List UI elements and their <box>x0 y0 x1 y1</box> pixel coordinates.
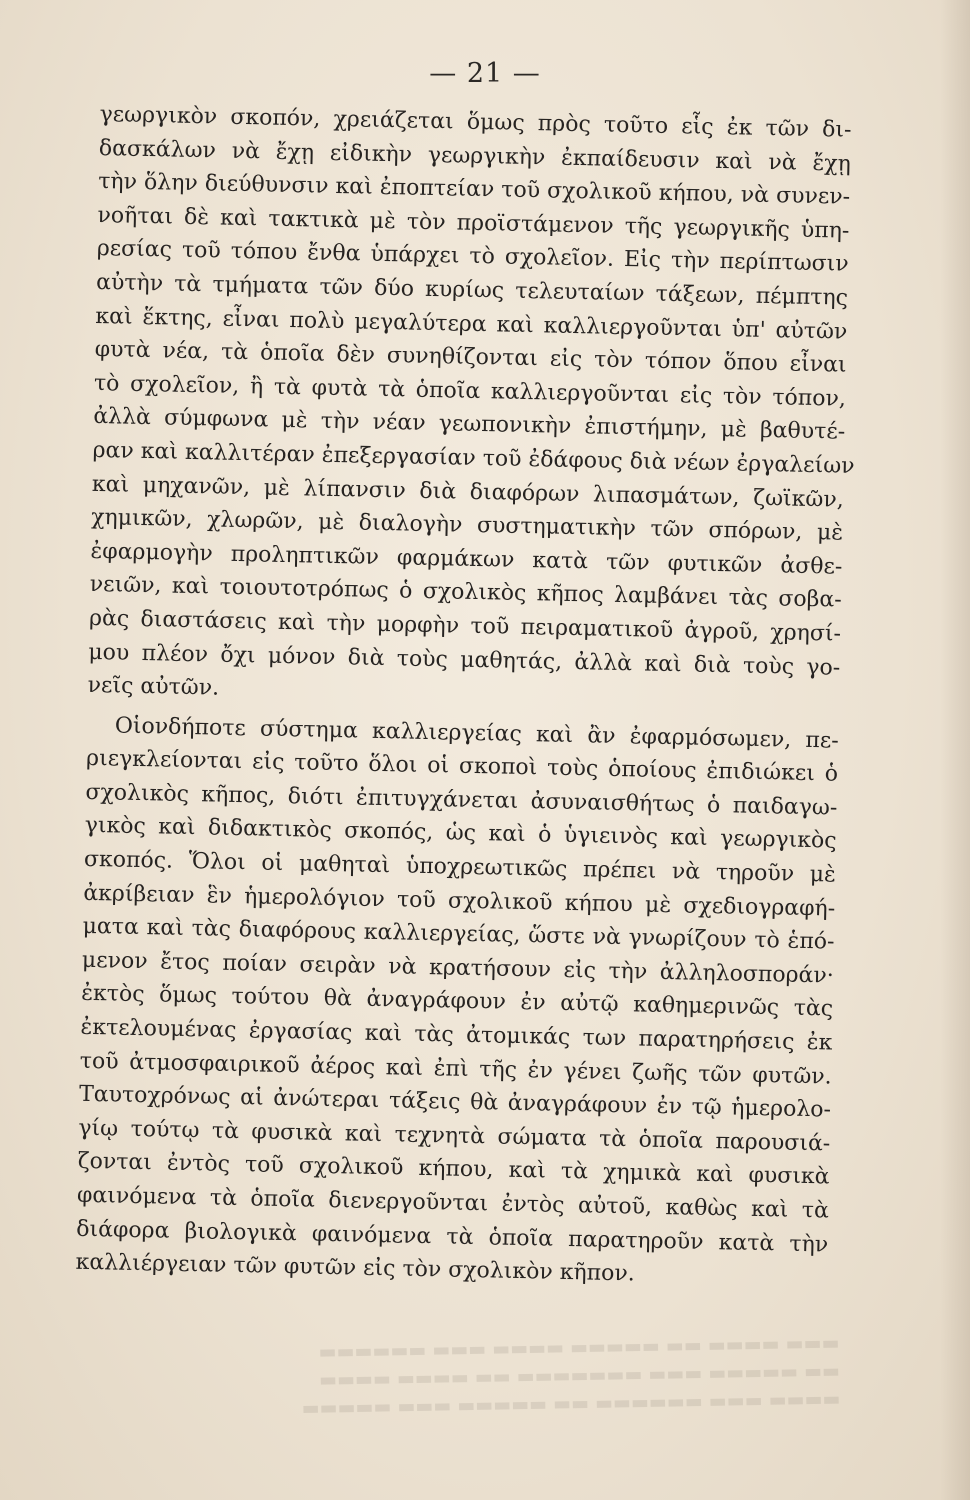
text-line: φυτὰ νέα, τὰ ὁποῖα δὲν συνηθίζονται εἰς τὸν τόπον ὅπου εἶναι <box>94 337 847 378</box>
text-line: γικὸς καὶ διδακτικὸς σκοπός, ὡς καὶ ὁ ὑγιεινὸς καὶ γεωργικὸς <box>84 813 837 855</box>
page-edge-shadow <box>940 0 970 1500</box>
text-line: τὴν ὅλην διεύθυνσιν καὶ ἐποπτείαν τοῦ σχολικοῦ κήπου, νὰ συνεν- <box>97 169 851 210</box>
text-line: γεωργικὸν σκοπόν, χρειάζεται ὅμως πρὸς τοῦτο εἷς ἐκ τῶν δι- <box>99 101 852 143</box>
text-line: ἐκτὸς ὅμως τούτου θὰ ἀναγράφουν ἐν αὐτῷ καθημερινῶς τὰς <box>80 981 834 1022</box>
text-line: τὸ σχολεῖον, ἢ τὰ φυτὰ τὰ ὁποῖα καλλιεργοῦνται εἰς τὸν τόπον, <box>93 370 847 412</box>
text-line: Ταυτοχρόνως αἱ ἀνώτεραι τάξεις θὰ ἀναγράφουν ἐν τῷ ἡμερολο- <box>78 1082 832 1123</box>
text-line: ρὰς διαστάσεις καὶ τὴν μορφὴν τοῦ πειραματικοῦ ἀγροῦ, χρησί- <box>88 605 842 647</box>
text-line: ἐκτελουμένας ἐργασίας καὶ τὰς ἀτομικάς των παρατηρήσεις ἐκ <box>80 1014 833 1056</box>
text-line: ρεσίας τοῦ τόπου ἔνθα ὑπάρχει τὸ σχολεῖον. Εἰς τὴν περίπτωσιν <box>96 236 849 278</box>
show-through-texture <box>149 1329 840 1425</box>
text-line: γίῳ τούτῳ τὰ φυσικὰ καὶ τεχνητὰ σώματα τὰ ὁποῖα παρουσιά- <box>78 1115 831 1157</box>
text-line: ριεγκλείονται εἰς τοῦτο ὅλοι οἱ σκοποὶ τοὺς ὁποίους ἐπιδιώκει ὁ <box>85 746 839 787</box>
text-line: καὶ μηχανῶν, μὲ λίπανσιν διὰ διαφόρων λιπασμάτων, ζωϊκῶν, <box>91 471 845 513</box>
paragraph-1 <box>87 98 855 718</box>
text-line: αὐτὴν τὰ τμήματα τῶν δύο κυρίως τελευταίων τάξεων, πέμπτης <box>95 269 849 311</box>
text-line: νοῆται δὲ καὶ τακτικὰ μὲ τὸν προϊστάμενον τῆς γεωργικῆς ὑπη- <box>97 202 850 244</box>
text-line: διάφορα βιολογικὰ φαινόμενα τὰ ὁποῖα παρατηροῦν κατὰ τὴν <box>76 1216 829 1258</box>
text-line: ἀκρίβειαν ἓν ἡμερολόγιον τοῦ σχολικοῦ κήπου μὲ σχεδιογραφή- <box>83 880 836 922</box>
text-line: ἐφαρμογὴν προληπτικῶν φαρμάκων κατὰ τῶν φυτικῶν ἀσθε- <box>90 538 843 580</box>
text-line: ζονται ἐντὸς τοῦ σχολικοῦ κήπου, καὶ τὰ χημικὰ καὶ φυσικὰ <box>77 1149 830 1190</box>
text-line: νειῶν, καὶ τοιουτοτρόπως ὁ σχολικὸς κῆπος λαμβάνει τὰς σοβα- <box>89 572 842 613</box>
show-through-line: ▬▬▬ ▬▬▬▬ ▬▬ ▬▬▬▬▬ ▬▬▬▬ ▬▬▬ ▬▬▬▬▬▬ <box>318 1331 840 1364</box>
body-text <box>75 98 855 1295</box>
show-through-line: ▬▬ ▬▬▬▬▬ ▬▬▬ ▬▬▬▬▬▬▬ ▬▬ ▬▬▬▬ ▬▬▬▬ <box>318 1359 841 1392</box>
text-line: φαινόμενα τὰ ὁποῖα διενεργοῦνται ἐντὸς αὐτοῦ, καθὼς καὶ τὰ <box>76 1182 830 1224</box>
text-line: ματα καὶ τὰς διαφόρους καλλιεργείας, ὥστε νὰ γνωρίζουν τὸ ἑπό- <box>82 914 835 955</box>
text-line: μου πλέον ὄχι μόνον διὰ τοὺς μαθητάς, ἀλλὰ καὶ διὰ τοὺς γο- <box>88 639 841 681</box>
text-line: Οἱονδήποτε σύστημα καλλιεργείας καὶ ἂν ἐφαρμόσωμεν, πε- <box>114 713 839 754</box>
text-line: μενον ἔτος ποίαν σειρὰν νὰ κρατήσουν εἰς τὴν ἀλληλοσποράν· <box>81 947 835 989</box>
text-line: ραν καὶ καλλιτέραν ἐπεξεργασίαν τοῦ ἐδάφους διὰ νέων ἐργαλείων <box>92 437 855 479</box>
text-line: νεῖς αὐτῶν. <box>87 672 220 701</box>
text-line: σκοπός. Ὅλοι οἱ μαθηταὶ ὑποχρεωτικῶς πρέπει νὰ τηροῦν μὲ <box>83 846 837 888</box>
text-line: καλλιέργειαν τῶν φυτῶν εἰς τὸν σχολικὸν κῆπον. <box>75 1249 635 1287</box>
text-line: χημικῶν, χλωρῶν, μὲ διαλογὴν συστηματικὴν τῶν σπόρων, μὲ <box>90 505 844 546</box>
text-line: τοῦ ἀτμοσφαιρικοῦ ἀέρος καὶ ἐπὶ τῆς ἐν γένει ζωῆς τῶν φυτῶν. <box>79 1048 832 1090</box>
paragraph-2 <box>75 709 839 1296</box>
text-line: ἀλλὰ σύμφωνα μὲ τὴν νέαν γεωπονικὴν ἐπιστήμην, μὲ βαθυτέ- <box>93 404 846 446</box>
text-line: σχολικὸς κῆπος, διότι ἐπιτυγχάνεται ἀσυναισθήτως ὁ παιδαγω- <box>85 779 838 821</box>
text-line: καὶ ἕκτης, εἶναι πολὺ μεγαλύτερα καὶ καλλιεργοῦνται ὑπ' αὐτῶν <box>95 303 848 345</box>
show-through-line: ▬▬▬▬ ▬▬▬ ▬▬▬▬▬▬ ▬▬ ▬▬▬▬▬ ▬▬▬ ▬▬▬▬▬ <box>301 1387 841 1420</box>
page-number: — 21 — <box>429 58 541 89</box>
text-line: δασκάλων νὰ ἔχῃ εἰδικὴν γεωργικὴν ἐκπαίδευσιν καὶ νὰ ἔχῃ <box>98 135 852 177</box>
